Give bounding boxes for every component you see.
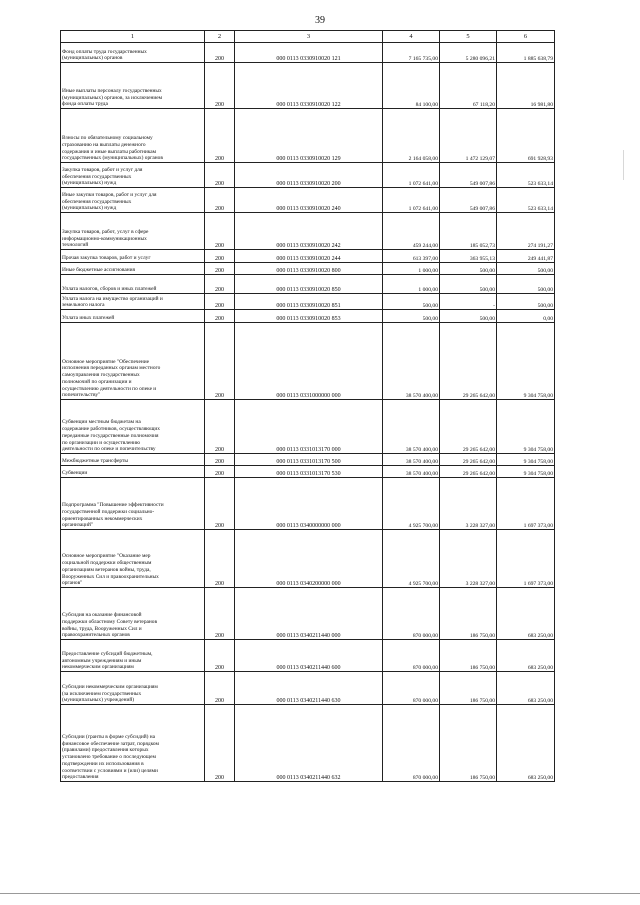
- item-name-text: Субсидия на оказание финансовой поддержки областному Совету ветеранов войны, труда, Вооруженных Сил и правоохранительных органов: [62, 612, 158, 639]
- budget-classification-code: 000 0113 0331013170 500: [235, 454, 383, 466]
- approved-amount: 500,00: [383, 294, 440, 310]
- executed-amount: 1 472 129,07: [440, 109, 497, 163]
- line-code: 200: [205, 188, 235, 213]
- table-row: [61, 588, 555, 640]
- line-code: 200: [205, 530, 235, 588]
- item-name: [61, 672, 205, 705]
- table-row: [61, 478, 555, 530]
- unexecuted-amount: 683 250,00: [497, 672, 555, 705]
- executed-amount: 186 750,00: [440, 640, 497, 672]
- approved-amount: 4 925 700,00: [383, 478, 440, 530]
- item-name: [61, 163, 205, 188]
- column-number: 2: [205, 31, 235, 43]
- budget-classification-code: 000 0113 0331013170 530: [235, 466, 383, 478]
- item-name: [61, 43, 205, 63]
- item-name-text: Иные закупки товаров, работ и услуг для обеспечения государственных (муниципальных) нужд: [62, 191, 157, 212]
- budget-classification-code: 000 0113 0330910020 853: [235, 310, 383, 323]
- item-name-text: Иные выплаты персоналу государственных (муниципальных) органов, за исключением фонда оплаты труда: [62, 87, 163, 108]
- unexecuted-amount: 16 981,80: [497, 63, 555, 109]
- item-name-text: Иные бюджетные ассигнования: [62, 267, 135, 274]
- unexecuted-amount: 9 304 758,00: [497, 400, 555, 454]
- approved-amount: 613 397,00: [383, 250, 440, 263]
- item-name-text: Предоставление субсидий бюджетным, автономным учреждениям и иным некоммерческим организациям: [62, 650, 153, 671]
- line-code: 200: [205, 454, 235, 466]
- line-code: 200: [205, 400, 235, 454]
- table-row: [61, 263, 555, 275]
- item-name: [61, 250, 205, 263]
- unexecuted-amount: 500,00: [497, 275, 555, 294]
- unexecuted-amount: 683 250,00: [497, 640, 555, 672]
- executed-amount: 29 265 642,00: [440, 454, 497, 466]
- approved-amount: 84 100,00: [383, 63, 440, 109]
- table-row: [61, 672, 555, 705]
- executed-amount: -: [440, 294, 497, 310]
- line-code: 200: [205, 466, 235, 478]
- table-row: [61, 323, 555, 400]
- line-code: 200: [205, 672, 235, 705]
- unexecuted-amount: 500,00: [497, 263, 555, 275]
- item-name: [61, 63, 205, 109]
- line-code: 200: [205, 478, 235, 530]
- line-code: 200: [205, 294, 235, 310]
- executed-amount: 185 052,73: [440, 213, 497, 250]
- executed-amount: 186 750,00: [440, 672, 497, 705]
- item-name-text: Основное мероприятие "Обеспечение исполнения переданных органам местного самоуправления государственных полномочий по организации и осуществлению деятельности по опеке и попечительству": [62, 358, 161, 399]
- approved-amount: 4 925 700,00: [383, 530, 440, 588]
- approved-amount: 870 000,00: [383, 672, 440, 705]
- item-name-text: Взносы по обязательному социальному страхованию на выплаты денежного содержания и иные выплаты работникам государственных (муниципальных) органов: [62, 135, 163, 162]
- budget-classification-code: 000 0113 0330910020 242: [235, 213, 383, 250]
- executed-amount: 500,00: [440, 310, 497, 323]
- unexecuted-amount: 683 250,00: [497, 588, 555, 640]
- approved-amount: 500,00: [383, 310, 440, 323]
- table-row: [61, 454, 555, 466]
- line-code: 200: [205, 213, 235, 250]
- table-row: [61, 250, 555, 263]
- table-body: [61, 43, 555, 782]
- item-name: [61, 323, 205, 400]
- budget-classification-code: 000 0113 0330910020 800: [235, 263, 383, 275]
- table-row: [61, 400, 555, 454]
- item-name: [61, 530, 205, 588]
- line-code: 200: [205, 640, 235, 672]
- unexecuted-amount: 9 304 758,00: [497, 323, 555, 400]
- executed-amount: 186 750,00: [440, 705, 497, 782]
- unexecuted-amount: 523 633,14: [497, 163, 555, 188]
- line-code: 200: [205, 250, 235, 263]
- unexecuted-amount: 1 697 373,00: [497, 478, 555, 530]
- item-name-text: Уплата налога на имущество организаций и земельного налога: [62, 295, 163, 309]
- table-row: [61, 163, 555, 188]
- item-name: [61, 454, 205, 466]
- line-code: 200: [205, 705, 235, 782]
- item-name: [61, 705, 205, 782]
- approved-amount: 459 244,00: [383, 213, 440, 250]
- budget-classification-code: 000 0113 0330910020 200: [235, 163, 383, 188]
- budget-classification-code: 000 0113 0330910020 240: [235, 188, 383, 213]
- item-name: [61, 263, 205, 275]
- item-name-text: Закупка товаров, работ и услуг для обеспечения государственных (муниципальных) нужд: [62, 166, 143, 187]
- line-code: 200: [205, 43, 235, 63]
- item-name-text: Уплата налогов, сборов и иных платежей: [62, 286, 157, 293]
- column-number: 6: [497, 31, 555, 43]
- executed-amount: 500,00: [440, 263, 497, 275]
- approved-amount: 38 570 400,00: [383, 323, 440, 400]
- approved-amount: 1 000,00: [383, 263, 440, 275]
- budget-classification-code: 000 0113 0330910020 244: [235, 250, 383, 263]
- budget-classification-code: 000 0113 0340200000 000: [235, 530, 383, 588]
- table-row: [61, 530, 555, 588]
- table-row: [61, 294, 555, 310]
- item-name: [61, 310, 205, 323]
- line-code: 200: [205, 263, 235, 275]
- page-number: 39: [315, 15, 325, 26]
- table-row: [61, 213, 555, 250]
- unexecuted-amount: 9 304 758,00: [497, 454, 555, 466]
- item-name: [61, 588, 205, 640]
- table-row: [61, 188, 555, 213]
- item-name-text: Межбюджетные трансферты: [62, 458, 128, 465]
- budget-classification-code: 000 0113 0340211440 632: [235, 705, 383, 782]
- line-code: 200: [205, 323, 235, 400]
- unexecuted-amount: 500,00: [497, 294, 555, 310]
- executed-amount: 3 228 327,00: [440, 530, 497, 588]
- approved-amount: 870 000,00: [383, 588, 440, 640]
- unexecuted-amount: 9 304 758,00: [497, 466, 555, 478]
- item-name: [61, 188, 205, 213]
- table-row: [61, 43, 555, 63]
- approved-amount: 1 000,00: [383, 275, 440, 294]
- unexecuted-amount: 691 928,93: [497, 109, 555, 163]
- scan-bottom-edge: [0, 893, 640, 894]
- executed-amount: 5 280 096,21: [440, 43, 497, 63]
- table-row: [61, 705, 555, 782]
- column-number: 4: [383, 31, 440, 43]
- item-name: [61, 109, 205, 163]
- item-name-text: Субсидии (гранты в форме субсидий) на финансовое обеспечение затрат, порядком (правилами) предоставления которых установлено требование о последующем подтверждении их использования в соответствии с условиями и (или) целями предоставления: [62, 733, 159, 781]
- line-code: 200: [205, 63, 235, 109]
- approved-amount: 1 072 641,00: [383, 163, 440, 188]
- column-number-row: [61, 31, 555, 43]
- executed-amount: 500,00: [440, 275, 497, 294]
- line-code: 200: [205, 163, 235, 188]
- executed-amount: 363 955,13: [440, 250, 497, 263]
- column-number: 5: [440, 31, 497, 43]
- line-code: 200: [205, 109, 235, 163]
- item-name-text: Субсидии некоммерческим организациям (за исключением государственных (муниципальных) учреждений): [62, 683, 158, 704]
- unexecuted-amount: 523 633,14: [497, 188, 555, 213]
- scan-crease-mark: [623, 150, 624, 180]
- table-row: [61, 640, 555, 672]
- executed-amount: 549 007,86: [440, 188, 497, 213]
- executed-amount: 3 228 327,00: [440, 478, 497, 530]
- line-code: 200: [205, 310, 235, 323]
- table-row: [61, 466, 555, 478]
- approved-amount: 1 072 641,00: [383, 188, 440, 213]
- budget-classification-code: 000 0113 0331013170 000: [235, 400, 383, 454]
- item-name-text: Субвенции местным бюджетам на содержание работников, осуществляющих переданные государственные полномочия по организации и осуществлению деятельности по опеке и попечительству: [62, 419, 160, 453]
- item-name: [61, 275, 205, 294]
- table-header: [61, 31, 555, 43]
- item-name-text: Фонд оплаты труда государственных (муниципальных) органов: [62, 48, 147, 62]
- unexecuted-amount: 1 697 373,00: [497, 530, 555, 588]
- line-code: 200: [205, 588, 235, 640]
- budget-classification-code: 000 0113 0330910020 129: [235, 109, 383, 163]
- unexecuted-amount: 0,00: [497, 310, 555, 323]
- item-name-text: Уплата иных платежей: [62, 315, 115, 322]
- approved-amount: 870 000,00: [383, 640, 440, 672]
- budget-execution-table: [60, 30, 555, 782]
- budget-classification-code: 000 0113 0330910020 121: [235, 43, 383, 63]
- budget-classification-code: 000 0113 0330910020 122: [235, 63, 383, 109]
- line-code: 200: [205, 275, 235, 294]
- executed-amount: 29 265 642,00: [440, 400, 497, 454]
- item-name-text: Подпрограмма "Повышение эффективности государственной поддержки социально- ориентированных некоммерческих организаций": [62, 502, 164, 529]
- table-row: [61, 63, 555, 109]
- item-name: [61, 213, 205, 250]
- executed-amount: 67 118,20: [440, 63, 497, 109]
- budget-classification-code: 000 0113 0330910020 850: [235, 275, 383, 294]
- executed-amount: 186 750,00: [440, 588, 497, 640]
- approved-amount: 38 570 400,00: [383, 400, 440, 454]
- column-number: 1: [61, 31, 205, 43]
- budget-classification-code: 000 0113 0340211440 600: [235, 640, 383, 672]
- unexecuted-amount: 683 250,00: [497, 705, 555, 782]
- unexecuted-amount: 1 885 638,79: [497, 43, 555, 63]
- item-name: [61, 400, 205, 454]
- item-name-text: Субвенции: [62, 470, 88, 477]
- approved-amount: 38 570 400,00: [383, 466, 440, 478]
- executed-amount: 29 265 642,00: [440, 323, 497, 400]
- budget-classification-code: 000 0113 0340000000 000: [235, 478, 383, 530]
- budget-classification-code: 000 0113 0340211440 630: [235, 672, 383, 705]
- item-name-text: Закупка товаров, работ, услуг в сфере информационно-коммуникационных технологий: [62, 228, 149, 249]
- approved-amount: 870 000,00: [383, 705, 440, 782]
- item-name: [61, 478, 205, 530]
- item-name: [61, 640, 205, 672]
- item-name: [61, 294, 205, 310]
- table-row: [61, 275, 555, 294]
- approved-amount: 38 570 400,00: [383, 454, 440, 466]
- budget-classification-code: 000 0113 0331000000 000: [235, 323, 383, 400]
- approved-amount: 7 165 735,00: [383, 43, 440, 63]
- unexecuted-amount: 274 191,27: [497, 213, 555, 250]
- executed-amount: 549 007,86: [440, 163, 497, 188]
- table-row: [61, 109, 555, 163]
- executed-amount: 29 265 642,00: [440, 466, 497, 478]
- approved-amount: 2 164 058,00: [383, 109, 440, 163]
- budget-classification-code: 000 0113 0340211440 000: [235, 588, 383, 640]
- table-row: [61, 310, 555, 323]
- budget-classification-code: 000 0113 0330910020 851: [235, 294, 383, 310]
- item-name-text: Прочая закупка товаров, работ и услуг: [62, 255, 151, 262]
- unexecuted-amount: 249 441,87: [497, 250, 555, 263]
- column-number: 3: [235, 31, 383, 43]
- item-name: [61, 466, 205, 478]
- item-name-text: Основное мероприятие "Оказание мер социальной поддержки общественным организациям ветеранов войны, труда, Вооруженных Сил и правоохранительных органов": [62, 553, 159, 587]
